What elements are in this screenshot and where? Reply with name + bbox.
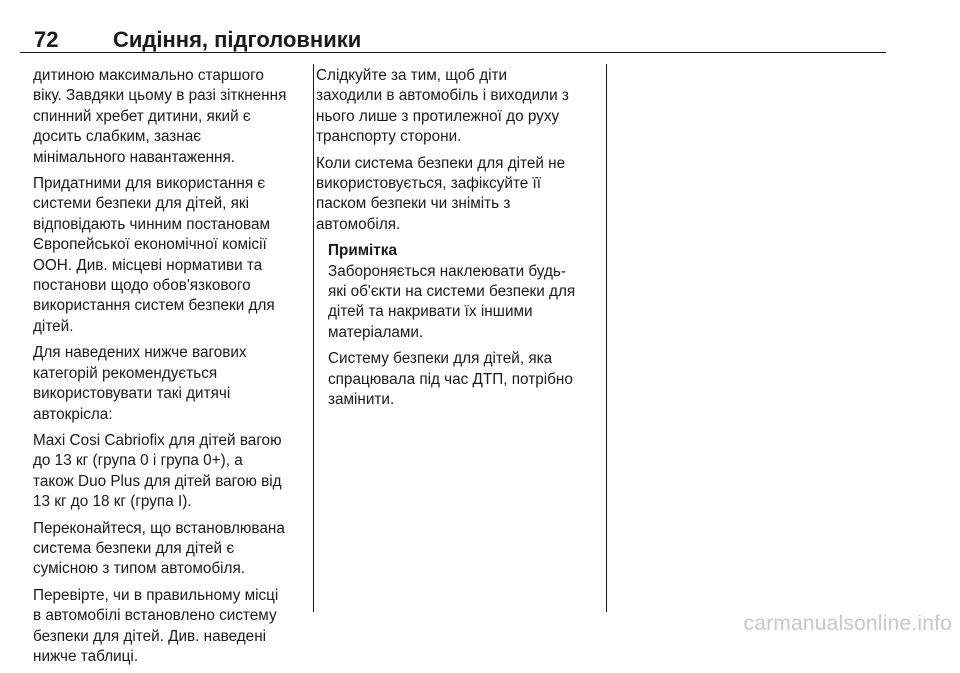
- paragraph: [33, 343, 305, 425]
- text-line: Перевірте, чи в правильному місці: [33, 586, 279, 604]
- paragraph: [33, 586, 305, 668]
- text-column-1: [33, 66, 305, 673]
- text-line: відповідають чинним постановам: [33, 215, 270, 233]
- text-line: матеріалами.: [328, 323, 424, 341]
- text-line: автокрісла:: [33, 405, 113, 423]
- column-2-paragraphs: [316, 66, 596, 235]
- text-line: Maxi Cosi Cabriofix для дітей вагою: [33, 431, 282, 449]
- text-line: в автомобілі встановлено систему: [33, 607, 277, 625]
- page-number: 72: [34, 27, 59, 52]
- paragraph: [316, 66, 596, 148]
- text-line: безпеки для дітей. Див. наведені: [33, 627, 267, 645]
- text-line: ООН. Див. місцеві нормативи та: [33, 256, 263, 274]
- section-title: Сидіння, підголовники: [113, 27, 362, 52]
- paragraph: [33, 66, 305, 168]
- paragraph: [33, 519, 305, 580]
- text-line: використовувати такі дитячі: [33, 385, 231, 403]
- text-line: нижче таблиці.: [33, 647, 139, 665]
- text-line: заходили в автомобіль і виходили з: [316, 87, 569, 105]
- text-line: дітей та накривати їх іншими: [328, 303, 533, 321]
- text-line: спрацювала під час ДТП, потрібно: [328, 370, 573, 388]
- text-line: паском безпеки чи зніміть з: [316, 195, 511, 213]
- header-rule: [20, 52, 886, 53]
- text-line: використовується, зафіксуйте її: [316, 175, 542, 193]
- text-line: система безпеки для дітей є: [33, 539, 235, 557]
- text-line: до 13 кг (група 0 і група 0+), а: [33, 452, 243, 470]
- paragraph: [328, 262, 596, 344]
- text-line: нього лише з протилежної до руху: [316, 107, 560, 125]
- note-block: [328, 241, 596, 410]
- text-line: спинний хребет дитини, який є: [33, 107, 251, 125]
- note-title: Примітка: [328, 242, 397, 260]
- column-divider-left: [313, 64, 314, 612]
- text-line: які об'єкти на системи безпеки для: [328, 283, 576, 301]
- text-line: Коли система безпеки для дітей не: [316, 154, 566, 172]
- text-line: використання систем безпеки для: [33, 297, 275, 315]
- text-column-2: [316, 66, 596, 417]
- text-line: Для наведених нижче вагових: [33, 344, 247, 362]
- text-line: системи безпеки для дітей, які: [33, 195, 250, 213]
- text-line: дітей.: [33, 317, 74, 335]
- watermark: carmanualsonline.info: [743, 612, 952, 635]
- text-line: категорій рекомендується: [33, 364, 218, 382]
- text-line: Європейської економічної комісії: [33, 236, 267, 254]
- paragraph: [33, 174, 305, 337]
- text-line: також Duo Plus для дітей вагою від: [33, 472, 282, 490]
- text-line: досить слабким, зазнає: [33, 128, 202, 146]
- column-divider-right: [606, 64, 607, 612]
- note-paragraphs: [328, 262, 596, 411]
- text-line: сумісною з типом автомобіля.: [33, 560, 246, 578]
- paragraph: [33, 431, 305, 513]
- text-line: Забороняється наклеювати будь-: [328, 262, 566, 280]
- text-line: мінімального навантаження.: [33, 148, 236, 166]
- text-line: автомобіля.: [316, 215, 401, 233]
- text-line: дитиною максимально старшого: [33, 67, 264, 84]
- text-line: Переконайтеся, що встановлювана: [33, 519, 285, 537]
- text-line: 13 кг до 18 кг (група I).: [33, 493, 192, 511]
- text-line: транспорту сторони.: [316, 128, 462, 146]
- page-header: [20, 28, 886, 52]
- text-line: замінити.: [328, 391, 395, 409]
- paragraph: [316, 154, 596, 236]
- text-line: віку. Завдяки цьому в разі зіткнення: [33, 87, 287, 105]
- text-line: Слідкуйте за тим, щоб діти: [316, 67, 508, 84]
- text-line: постанови щодо обов'язкового: [33, 277, 251, 295]
- paragraph: [328, 349, 596, 410]
- text-line: Придатними для використання є: [33, 175, 266, 193]
- text-line: Систему безпеки для дітей, яка: [328, 350, 553, 368]
